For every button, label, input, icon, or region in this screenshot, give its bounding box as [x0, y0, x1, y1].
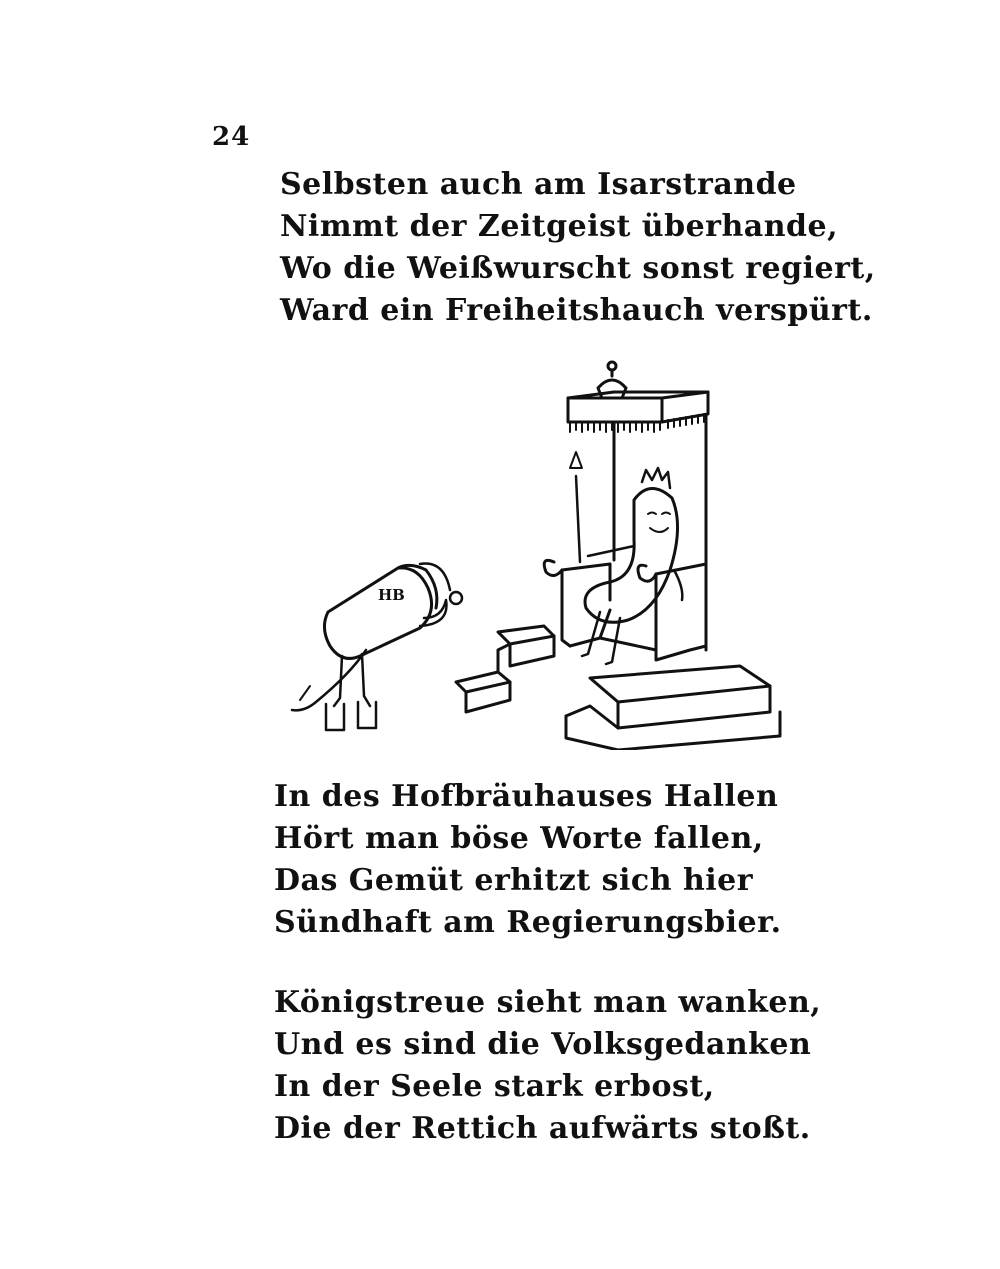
stanza-2-line-4: Sündhaft am Regierungsbier. — [274, 905, 782, 940]
stanza-1-line-4: Ward ein Freiheitshauch verspürt. — [280, 293, 873, 328]
stanza-2-line-2: Hört man böse Worte fallen, — [274, 821, 764, 856]
stanza-1-line-2: Nimmt der Zeitgeist überhande, — [280, 209, 839, 244]
stanza-1 — [280, 164, 876, 332]
stanza-2-line-3: Das Gemüt erhitzt sich hier — [274, 863, 754, 898]
stanza-1-line-3: Wo die Weißwurscht sonst regiert, — [280, 251, 876, 286]
stanza-3 — [274, 982, 834, 1150]
page-number: 24 — [212, 122, 251, 152]
stanza-3-line-1: Königstreue sieht man wanken, — [274, 985, 822, 1020]
throne-dais — [566, 666, 780, 750]
stanza-1-line-1: Selbsten auch am Isarstrande — [280, 167, 797, 202]
stanza-3-line-2: Und es sind die Volksgedanken — [274, 1027, 812, 1062]
radish-king-figure — [570, 452, 682, 664]
mug-monogram: HB — [378, 586, 405, 604]
stanza-2-line-1: In des Hofbräuhauses Hallen — [274, 779, 779, 814]
throne-steps — [456, 626, 554, 712]
stanza-3-line-4: Die der Rettich aufwärts stoßt. — [274, 1111, 811, 1146]
stanza-2 — [274, 776, 834, 944]
stanza-3-line-3: In der Seele stark erbost, — [274, 1069, 715, 1104]
beer-mug-figure — [292, 564, 462, 730]
throne-illustration-svg — [270, 350, 790, 750]
throne-canopy — [568, 392, 708, 432]
throne-illustration — [270, 350, 790, 750]
